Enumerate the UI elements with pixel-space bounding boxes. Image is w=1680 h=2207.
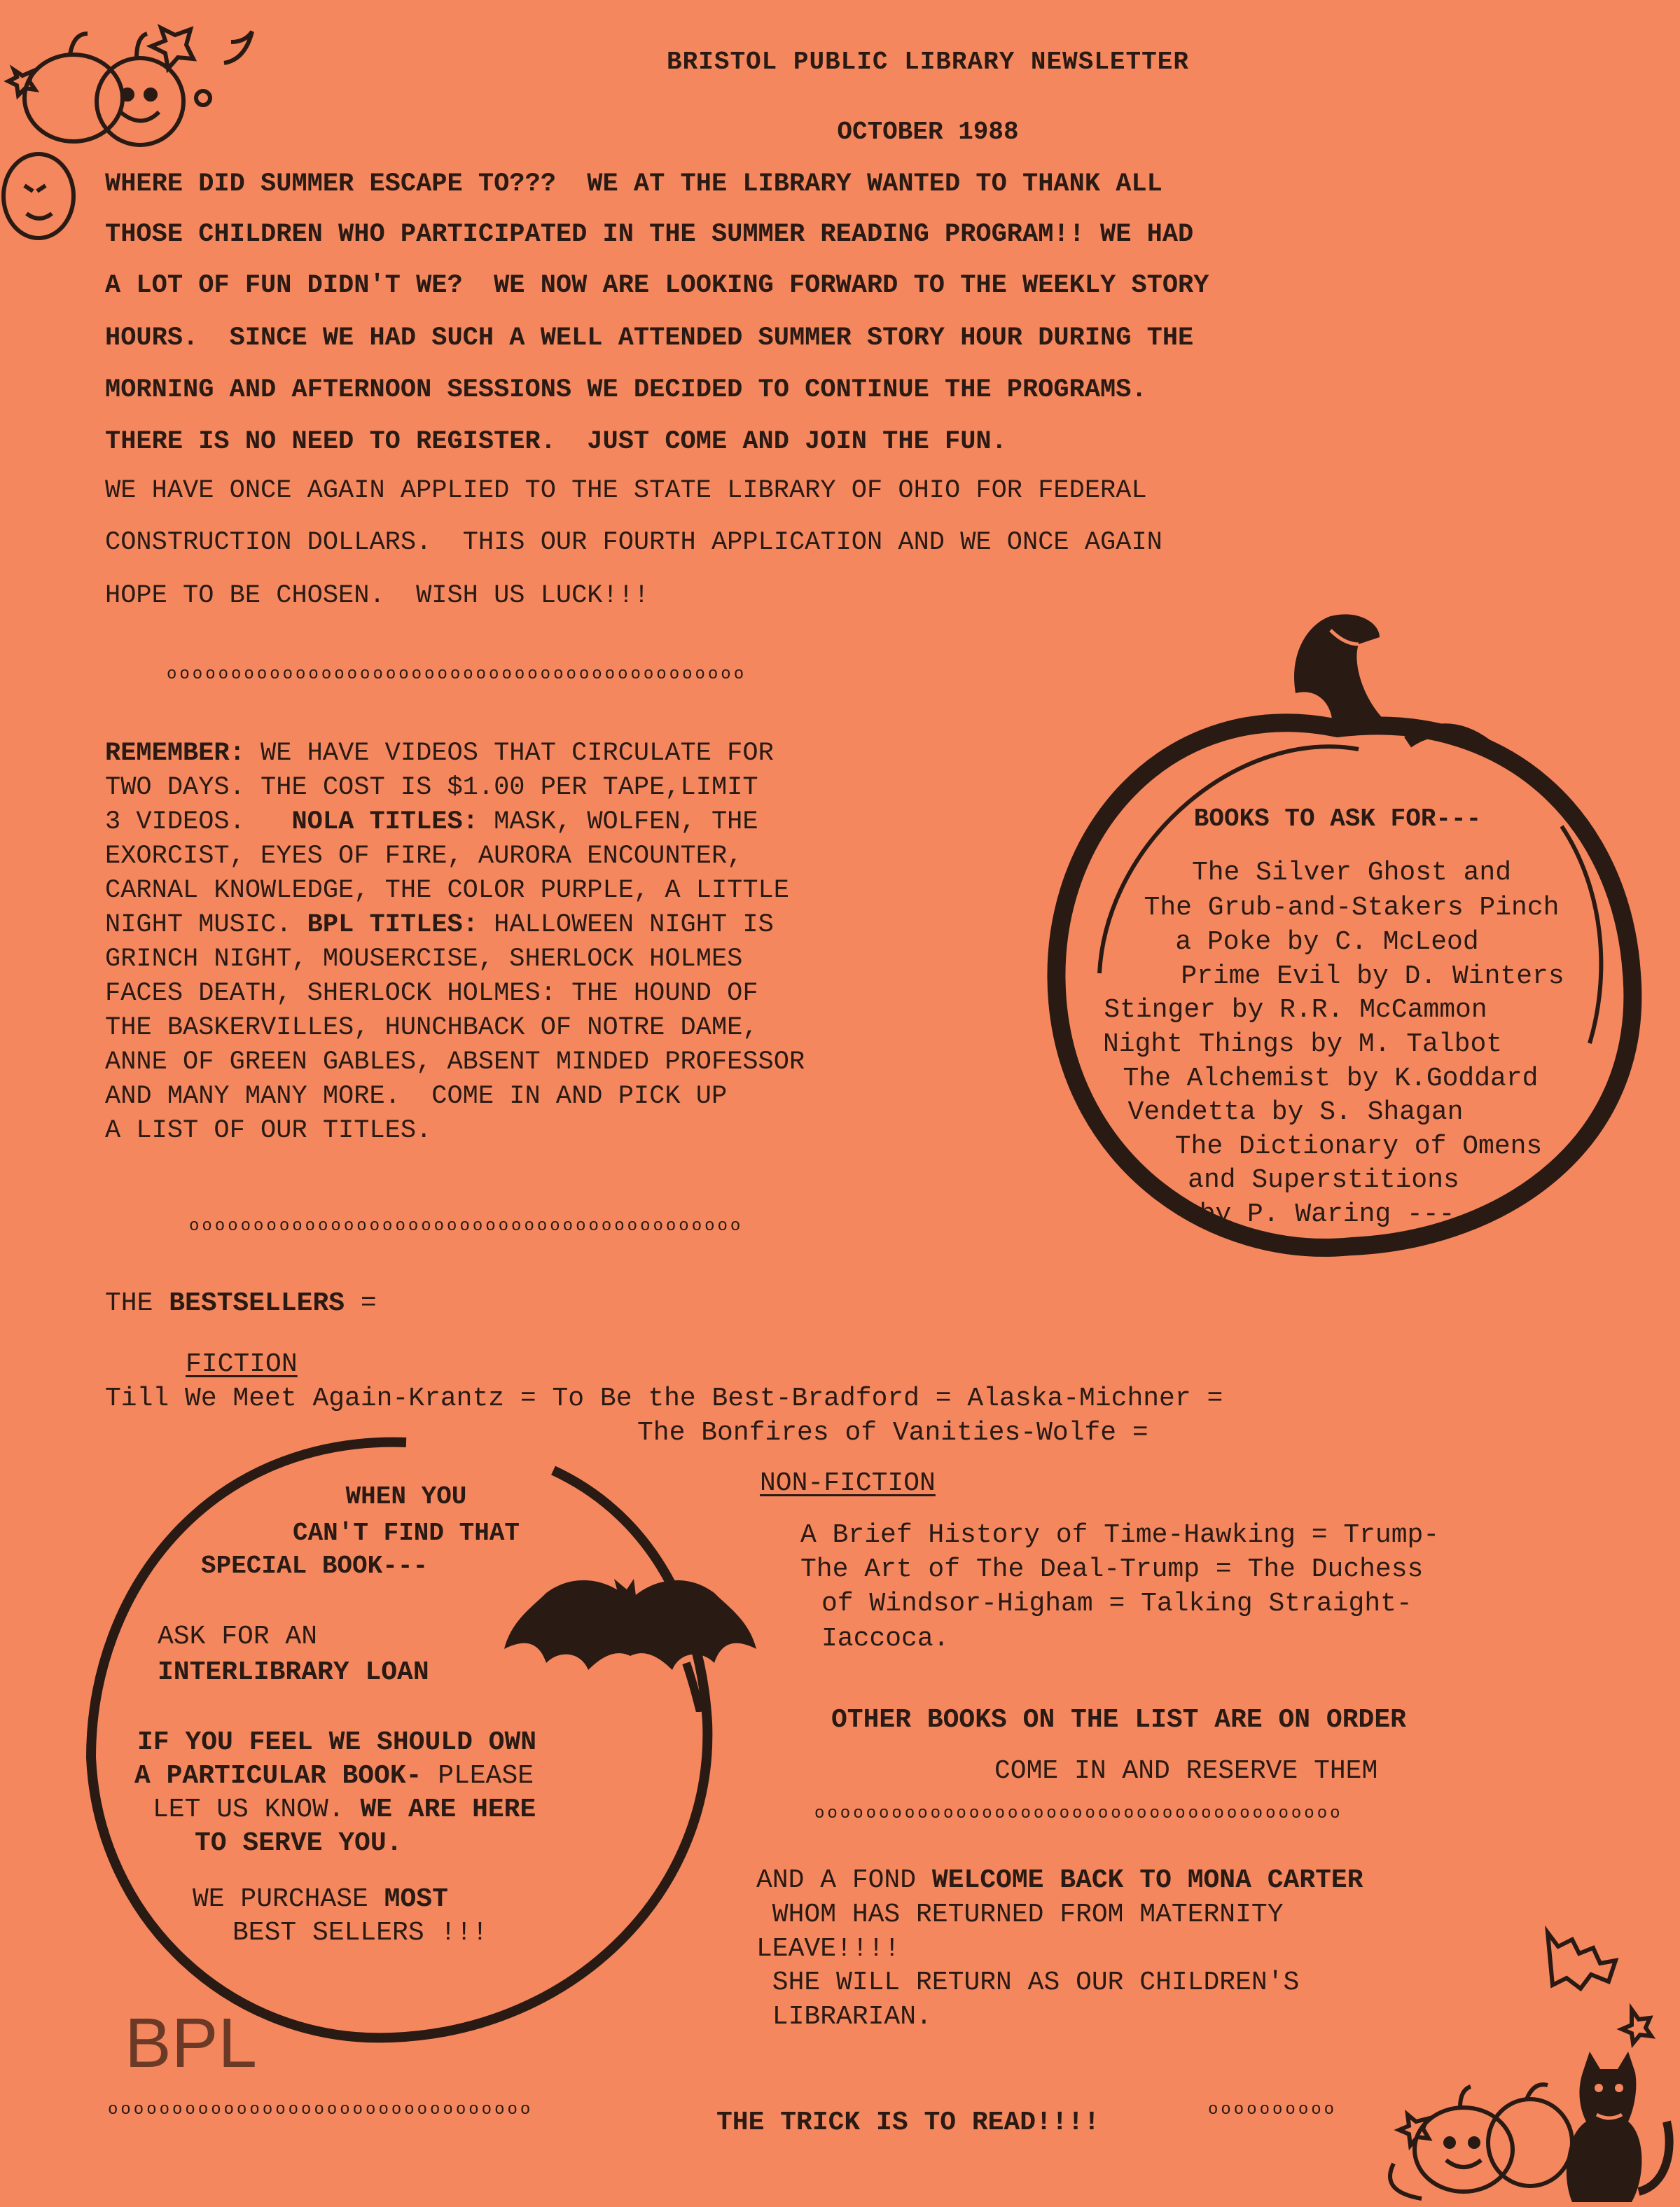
book-line: by P. Waring --- — [1199, 1199, 1455, 1230]
fiction-line: Till We Meet Again-Krantz = To Be the Best-Bradford = Alaska-Michner = — [105, 1384, 1223, 1414]
interlibrary-loan-label: INTERLIBRARY LOAN — [158, 1657, 429, 1687]
reserve-notice: COME IN AND RESERVE THEM — [994, 1756, 1378, 1786]
interlibrary-text-rest: PLEASE — [422, 1761, 534, 1791]
videos-line: FACES DEATH, SHERLOCK HOLMES: THE HOUND OF — [105, 979, 758, 1008]
welcome-line: WHOM HAS RETURNED FROM MATERNITY — [756, 1900, 1284, 1930]
divider: ooooooooooooooooooooooooooooooooooooooooooo — [189, 1217, 744, 1236]
book-line: The Silver Ghost and — [1191, 858, 1512, 888]
book-line: a Poke by C. McLeod — [1175, 927, 1479, 957]
book-line: and Superstitions — [1188, 1165, 1459, 1195]
videos-text: HALLOWEEN NIGHT IS — [478, 910, 774, 940]
videos-line — [105, 912, 774, 938]
videos-line — [105, 809, 758, 835]
intro-line: HOURS. SINCE WE HAD SUCH A WELL ATTENDED SUMMER STORY HOUR DURING THE — [105, 323, 1194, 353]
welcome-back-label: WELCOME BACK TO MONA CARTER — [931, 1865, 1363, 1895]
interlibrary-text: BEST SELLERS !!! — [232, 1918, 488, 1948]
intro-line: MORNING AND AFTERNOON SESSIONS WE DECIDED TO CONTINUE THE PROGRAMS. — [105, 375, 1147, 405]
books-to-ask-heading: BOOKS TO ASK FOR--- — [1193, 805, 1482, 833]
videos-line: ANNE OF GREEN GABLES, ABSENT MINDED PROFESSOR — [105, 1047, 805, 1077]
intro-line: HOPE TO BE CHOSEN. WISH US LUCK!!! — [105, 581, 650, 611]
footer-tagline: THE TRICK IS TO READ!!!! — [716, 2108, 1100, 2138]
we-are-here-label: WE ARE HERE — [360, 1795, 536, 1825]
welcome-text: AND A FOND — [756, 1865, 932, 1895]
nonfiction-line: A Brief History of Time-Hawking = Trump- — [800, 1520, 1440, 1550]
nonfiction-line: The Art of The Deal-Trump = The Duchess — [800, 1554, 1424, 1585]
book-line: The Grub-and-Stakers Pinch — [1144, 893, 1560, 923]
book-line: Night Things by M. Talbot — [1102, 1029, 1503, 1059]
videos-line: THE BASKERVILLES, HUNCHBACK OF NOTRE DAME, — [105, 1013, 758, 1043]
intro-line: A LOT OF FUN DIDN'T WE? WE NOW ARE LOOKING FORWARD TO THE WEEKLY STORY — [105, 271, 1209, 300]
purchase-text: WE PURCHASE — [193, 1884, 384, 1914]
interlibrary-text: IF YOU FEEL WE SHOULD OWN — [137, 1727, 537, 1757]
divider: ooooooooooooooooooooooooooooooooooooooooooooo — [167, 665, 747, 684]
interlibrary-heading: WHEN YOU — [345, 1482, 467, 1511]
divider: oooooooooo — [1208, 2101, 1338, 2119]
bestsellers-heading — [105, 1290, 377, 1317]
newsletter-title: BRISTOL PUBLIC LIBRARY NEWSLETTER — [667, 48, 1189, 76]
divider: ooooooooooooooooooooooooooooooooo — [108, 2101, 534, 2119]
bestsellers-suffix: = — [345, 1288, 377, 1318]
welcome-line: LIBRARIAN. — [756, 2002, 932, 2032]
bpl-titles-label: BPL TITLES: — [307, 910, 478, 940]
videos-line: A LIST OF OUR TITLES. — [105, 1116, 432, 1146]
nonfiction-line: Iaccoca. — [821, 1624, 950, 1654]
videos-text: WE HAVE VIDEOS THAT CIRCULATE FOR — [244, 739, 774, 768]
purchase-most-label: MOST — [384, 1884, 448, 1914]
interlibrary-text: TO SERVE YOU. — [195, 1828, 403, 1858]
videos-text: NIGHT MUSIC. — [105, 910, 307, 940]
welcome-line: LEAVE!!!! — [756, 1934, 901, 1964]
book-line: The Dictionary of Omens — [1174, 1132, 1543, 1162]
nola-titles-label: NOLA TITLES: — [291, 807, 478, 837]
divider: ooooooooooooooooooooooooooooooooooooooooo — [814, 1804, 1343, 1823]
particular-book-label: A PARTICULAR BOOK- — [134, 1761, 422, 1791]
videos-text: 3 VIDEOS. — [105, 807, 292, 837]
welcome-line: SHE WILL RETURN AS OUR CHILDREN'S — [756, 1968, 1300, 1998]
welcome-line — [756, 1867, 1363, 1894]
newsletter-date: OCTOBER 1988 — [837, 118, 1019, 146]
videos-line: TWO DAYS. THE COST IS $1.00 PER TAPE,LIMIT — [105, 773, 758, 802]
interlibrary-text-rest: LET US KNOW. — [153, 1795, 361, 1825]
videos-line: CARNAL KNOWLEDGE, THE COLOR PURPLE, A LITTLE — [105, 876, 789, 905]
intro-line: CONSTRUCTION DOLLARS. THIS OUR FOURTH APPLICATION AND WE ONCE AGAIN — [105, 528, 1162, 557]
videos-line: AND MANY MANY MORE. COME IN AND PICK UP — [105, 1082, 728, 1111]
interlibrary-text — [134, 1763, 534, 1790]
interlibrary-text: ASK FOR AN — [158, 1622, 318, 1652]
interlibrary-heading: SPECIAL BOOK--- — [201, 1552, 429, 1580]
interlibrary-heading: CAN'T FIND THAT — [292, 1519, 520, 1547]
videos-line: GRINCH NIGHT, MOUSERCISE, SHERLOCK HOLMES — [105, 945, 743, 974]
videos-text: MASK, WOLFEN, THE — [478, 807, 758, 837]
bestsellers-prefix: THE — [105, 1288, 169, 1318]
videos-line — [105, 741, 774, 767]
bpl-stamp: BPL — [125, 2004, 258, 2082]
intro-line: THOSE CHILDREN WHO PARTICIPATED IN THE SUMMER READING PROGRAM!! WE HAD — [105, 220, 1194, 249]
fiction-heading: FICTION — [186, 1349, 298, 1379]
intro-line: THERE IS NO NEED TO REGISTER. JUST COME AND JOIN THE FUN. — [105, 427, 1007, 457]
fiction-line: The Bonfires of Vanities-Wolfe = — [637, 1418, 1148, 1448]
book-line: Prime Evil by D. Winters — [1181, 961, 1564, 991]
bestsellers-label: BESTSELLERS — [169, 1288, 345, 1318]
videos-line: EXORCIST, EYES OF FIRE, AURORA ENCOUNTER, — [105, 842, 743, 871]
interlibrary-text — [193, 1886, 448, 1913]
book-line: The Alchemist by K.Goddard — [1123, 1064, 1539, 1094]
nonfiction-line: of Windsor-Higham = Talking Straight- — [821, 1589, 1412, 1619]
halloween-corner-icon — [1387, 1926, 1680, 2206]
bat-icon — [504, 1551, 756, 1712]
intro-line: WHERE DID SUMMER ESCAPE TO??? WE AT THE LIBRARY WANTED TO THANK ALL — [105, 169, 1162, 199]
intro-line: WE HAVE ONCE AGAIN APPLIED TO THE STATE LIBRARY OF OHIO FOR FEDERAL — [105, 476, 1147, 506]
book-line: Stinger by R.R. McCammon — [1104, 995, 1487, 1025]
remember-label: REMEMBER: — [105, 739, 245, 768]
book-line: Vendetta by S. Shagan — [1127, 1097, 1464, 1127]
interlibrary-text — [153, 1797, 536, 1823]
nonfiction-heading: NON-FICTION — [760, 1468, 936, 1498]
order-notice: OTHER BOOKS ON THE LIST ARE ON ORDER — [831, 1705, 1406, 1735]
